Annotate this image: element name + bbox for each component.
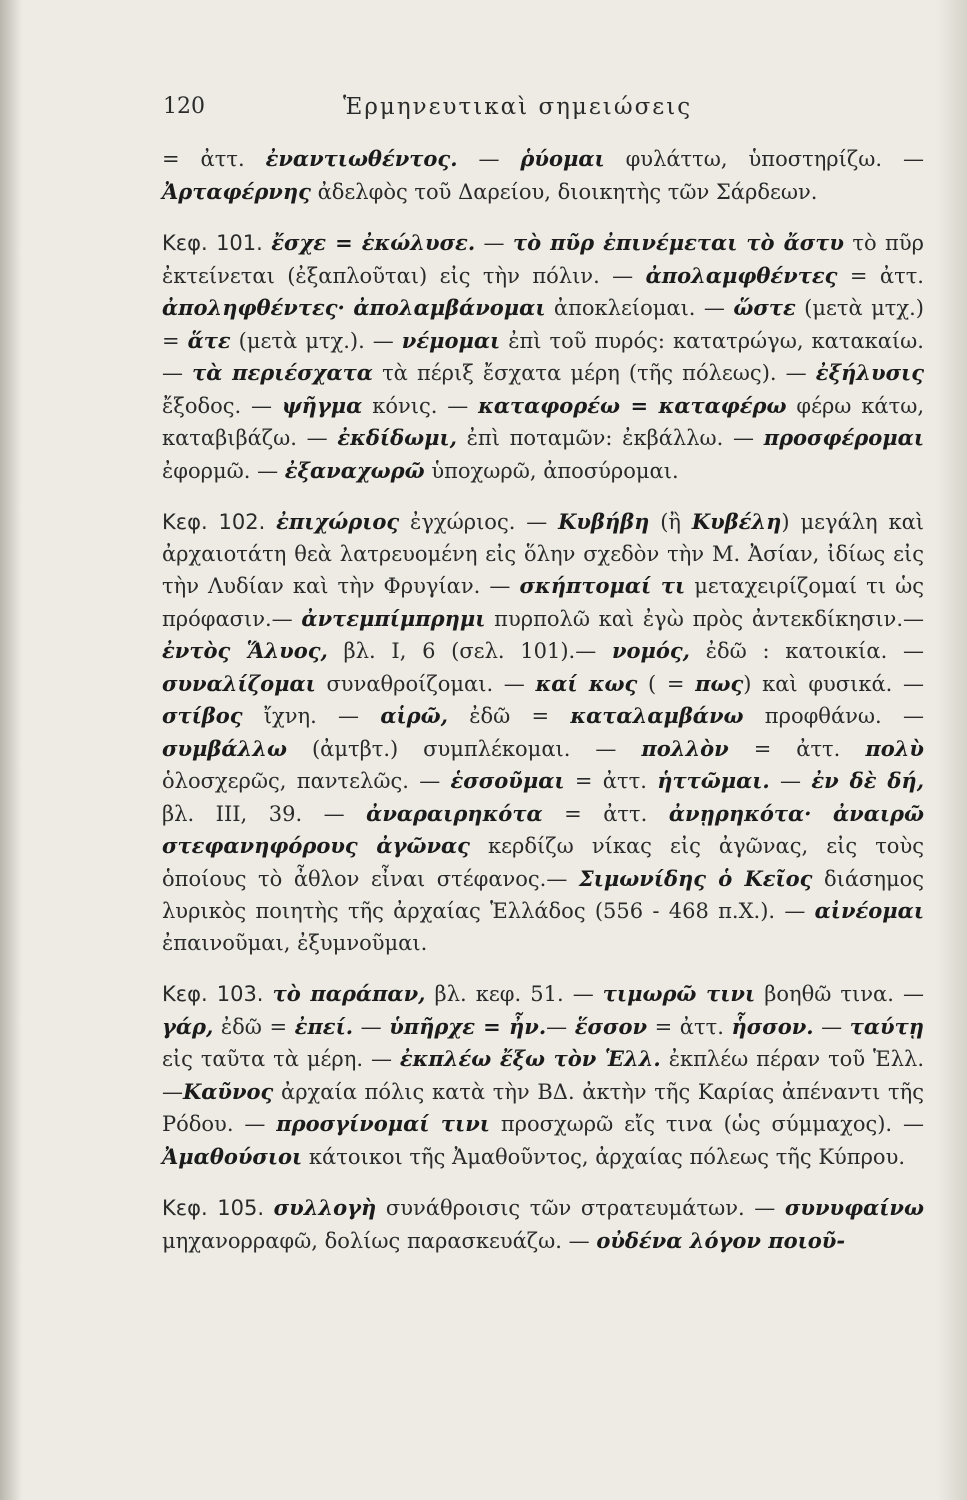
lemma-term: ἀνῃρηκότα·: [668, 800, 812, 826]
gloss-text: προσχωρῶ εἴς τινα (ὡς σύμμαχος). —: [489, 1112, 924, 1136]
gloss-text: ἀποκλείομαι. —: [545, 296, 734, 320]
gloss-text: = ἀττ.: [564, 769, 658, 793]
lemma-term: Σιμωνίδης ὁ Κεῖος: [578, 865, 813, 891]
lemma-term: ταύτῃ: [849, 1013, 924, 1039]
lemma-term: προσγίνομαί τινι: [276, 1111, 490, 1136]
gloss-text: μεταχειρίζομαί τι ὡς πρόφασιν.—: [162, 574, 924, 631]
lemma-term: ἐναντιωθέντος.: [265, 146, 458, 171]
lemma-term: ὑπῆρχε = ἦν.: [389, 1013, 547, 1039]
page-number: 120: [163, 94, 205, 119]
lemma-term: συναλίζομαι: [162, 670, 316, 696]
gloss-text: τὸ πῦρ ἐκτείνεται (ἐξαπλοῦται) εἰς τὴν πόλιν. —: [162, 231, 924, 288]
gloss-text: —: [546, 1014, 575, 1039]
lemma-term: ψῆγμα: [281, 392, 363, 418]
lemma-term: ἅτε: [187, 327, 231, 353]
lemma-term: Κυβήβη: [558, 509, 650, 534]
gloss-text: ἀδελφὸς τοῦ Δαρείου, διοικητὴς τῶν Σάρδεων.: [310, 179, 818, 204]
lemma-term: ἐν δὲ δή,: [811, 768, 924, 793]
gloss-text: ) καὶ φυσικά. —: [743, 671, 925, 696]
gloss-text: ἐδῶ =: [213, 1014, 295, 1039]
lemma-term: πολὺ: [865, 735, 925, 761]
lemma-term: καί κως: [535, 670, 638, 696]
gloss-text: (ἢ: [649, 510, 692, 534]
lemma-term: νομός,: [611, 638, 690, 663]
lemma-term: ἕσσον: [574, 1013, 648, 1039]
lemma-term: στίβος: [162, 703, 243, 728]
gloss-text: ἐδῶ : κατοικία. —: [690, 639, 924, 663]
gloss-text: ἴχνη. —: [242, 704, 381, 728]
gloss-text: —: [353, 1014, 390, 1039]
lemma-term: πολλὸν: [641, 735, 729, 761]
paragraph: [162, 143, 924, 208]
lemma-term: ἐξήλυσις: [815, 360, 924, 385]
paragraph: [162, 506, 924, 959]
lemma-term: ἐπιχώριος: [276, 509, 400, 534]
lemma-term: ῥύομαι: [520, 146, 605, 171]
gloss-text: ἐπαινοῦμαι, ἐξυμνοῦμαι.: [162, 930, 428, 955]
gloss-text: —: [769, 769, 812, 793]
gloss-text: ἐπὶ τοῦ πυρός: κατατρώγω, κατακαίω. —: [162, 328, 924, 385]
lemma-term: καταλαμβάνω: [570, 703, 744, 728]
gloss-text: —: [475, 231, 513, 255]
gloss-text: = ἀττ.: [542, 801, 669, 826]
lemma-term: ἔσχε = ἐκώλυσε.: [271, 230, 476, 255]
gloss-text: ἐδῶ =: [447, 704, 571, 728]
lemma-term: τιμωρῶ τινι: [602, 981, 756, 1006]
gloss-text: συνάθροισις τῶν στρατευμάτων. —: [376, 1196, 785, 1220]
lemma-term: ἀναιρῶ στεφανηφόρους ἀγῶνας: [162, 800, 924, 858]
lemma-term: ἀντεμπίμπρημι: [301, 605, 486, 631]
lemma-term: ἀναραιρηκότα: [366, 800, 543, 826]
lemma-term: ἐπεί.: [294, 1013, 354, 1039]
gloss-text: ἐγχώριος. —: [399, 510, 559, 534]
lemma-term: τὰ περιέσχατα: [192, 360, 373, 385]
gloss-text: κόνις. —: [362, 393, 479, 418]
lemma-term: ἀπολαμφθέντες: [645, 262, 838, 288]
lemma-term: τὸ παράπαν,: [272, 981, 426, 1006]
gloss-text: ἐφορμῶ. —: [162, 458, 285, 483]
lemma-term: γάρ,: [162, 1013, 214, 1039]
lemma-term: οὐδένα λόγον ποιοῦ-: [596, 1227, 846, 1253]
gloss-text: συναθροίζομαι. —: [315, 671, 536, 696]
gloss-text: βοηθῶ τινα. —: [755, 982, 924, 1006]
chapter-label: Κεφ. 105.: [162, 1196, 265, 1220]
running-title: Ἑρμηνευτικαὶ σημειώσεις: [343, 94, 693, 120]
lemma-term: Ἀμαθούσιοι: [162, 1143, 303, 1169]
gloss-text: βλ. κεφ. 51. —: [425, 982, 603, 1006]
lemma-term: Κυβέλη: [691, 509, 782, 534]
gloss-text: ἐκπλέω πέραν τοῦ Ἑλλ.—: [162, 1047, 924, 1104]
gloss-text: ) μεγάλη καὶ ἀρχαιοτάτη θεὰ λατρευομένη εἰς ὅλην σχεδὸν τὴν Μ. Ἀσίαν, ἰδίως εἰς τὴν Λυδίαν καὶ τὴν Φρυγίαν. —: [162, 510, 924, 598]
paragraph: [162, 1192, 924, 1257]
gloss-text: βλ. III, 39. —: [162, 801, 367, 826]
gloss-text: διάσημος λυρικὸς ποιητὴς τῆς ἀρχαίας Ἑλλάδος (556 - 468 π.Χ.). —: [162, 866, 925, 923]
chapter-label: Κεφ. 103.: [162, 982, 264, 1006]
gloss-text: [263, 231, 271, 255]
gloss-text: = ἀττ.: [647, 1014, 732, 1039]
lemma-term: προσφέρομαι: [763, 425, 924, 450]
lemma-term: ἧσσον.: [731, 1013, 814, 1039]
gloss-text: [264, 1196, 274, 1220]
text-body: [162, 143, 924, 1257]
page-header: [163, 94, 715, 134]
lemma-term: ἐκδίδωμι,: [337, 425, 457, 450]
lemma-term: τὸ πῦρ ἐπινέμεται τὸ ἄστυ: [512, 230, 844, 255]
paragraph: [162, 978, 924, 1173]
lemma-term: αἱρῶ,: [380, 703, 448, 728]
gloss-text: (ἀμτβτ.) συμπλέκομαι. —: [286, 736, 642, 761]
gloss-text: [263, 982, 272, 1006]
gloss-text: πυρπολῶ καὶ ἐγὼ πρὸς ἀντεκδίκησιν.—: [485, 606, 924, 631]
lemma-term: ἐκπλέω ἔξω τὸν Ἑλλ.: [399, 1046, 661, 1071]
lemma-term: ἀπολαμβάνομαι: [353, 295, 546, 320]
gloss-text: φέρω κάτω, καταβιβάζω. —: [162, 393, 925, 450]
gloss-text: (μετὰ μτχ.). —: [230, 328, 402, 353]
lemma-term: ὥστε: [733, 295, 796, 320]
gloss-text: ἀρχαία πόλις κατὰ τὴν ΒΔ. ἀκτὴν τῆς Καρίας ἀπέναντι τῆς Ρόδου. —: [162, 1079, 924, 1136]
gloss-text: κερδίζω νίκας εἰς ἀγῶνας, εἰς τοὺς ὁποίους τὸ ἆθλον εἶναι στέφανος.—: [162, 834, 924, 891]
gloss-text: [265, 510, 276, 534]
lemma-term: Ἀρταφέρνης: [162, 178, 311, 204]
lemma-term: συλλογὴ: [273, 1195, 377, 1220]
chapter-label: Κεφ. 102.: [162, 510, 266, 534]
lemma-term: ἑσσοῦμαι: [450, 768, 565, 793]
gloss-text: βλ. I, 6 (σελ. 101).—: [327, 639, 612, 663]
chapter-label: Κεφ. 101.: [162, 231, 263, 255]
gloss-text: ὑποχωρῶ, ἀποσύρομαι.: [424, 458, 679, 483]
lemma-term: συμβάλλω: [162, 735, 287, 761]
lemma-term: ἐξαναχωρῶ: [284, 457, 425, 483]
lemma-term: ἡττῶμαι.: [657, 768, 770, 793]
lemma-term: σκήπτομαί τι: [519, 573, 686, 598]
lemma-term: καταφορέω = καταφέρω: [478, 392, 787, 418]
gloss-text: = ἀττ.: [837, 263, 924, 288]
gloss-text: τὰ πέριξ ἔσχατα μέρη (τῆς πόλεως). —: [372, 361, 816, 385]
gloss-text: —: [457, 147, 521, 171]
gloss-text: φυλάττω, ὑποστηρίζω. —: [604, 147, 924, 171]
lemma-term: αἰνέομαι: [814, 898, 924, 923]
gloss-text: κάτοικοι τῆς Ἀμαθοῦντος, ἀρχαίας πόλεως τῆς Κύπρου.: [302, 1144, 906, 1169]
gloss-text: μηχανορραφῶ, δολίως παρασκευάζω. —: [162, 1228, 597, 1253]
lemma-term: Καῦνος: [183, 1078, 274, 1104]
gloss-text: ὁλοσχερῶς, παντελῶς. —: [162, 769, 451, 793]
lemma-term: νέμομαι: [401, 327, 501, 353]
lemma-term: συνυφαίνω: [784, 1195, 924, 1220]
gloss-text: [811, 802, 833, 826]
lemma-term: ἀποληφθέντες·: [162, 295, 345, 320]
lemma-term: ἐντὸς Ἅλυος,: [162, 638, 328, 663]
gloss-text: = ἀττ.: [162, 147, 266, 171]
gloss-text: εἰς ταῦτα τὰ μέρη. —: [162, 1047, 400, 1071]
gloss-text: ( =: [637, 671, 696, 696]
gloss-text: ἐπὶ ποταμῶν: ἐκβάλλω. —: [456, 426, 764, 450]
lemma-term: πως: [695, 670, 744, 696]
gloss-text: = ἀττ.: [728, 736, 866, 761]
gloss-text: (μετὰ μτχ.) =: [162, 296, 924, 353]
gloss-text: ἔξοδος. —: [162, 393, 282, 418]
paragraph: [162, 227, 924, 487]
gloss-text: —: [813, 1014, 850, 1039]
gloss-text: προφθάνω. —: [743, 704, 924, 728]
